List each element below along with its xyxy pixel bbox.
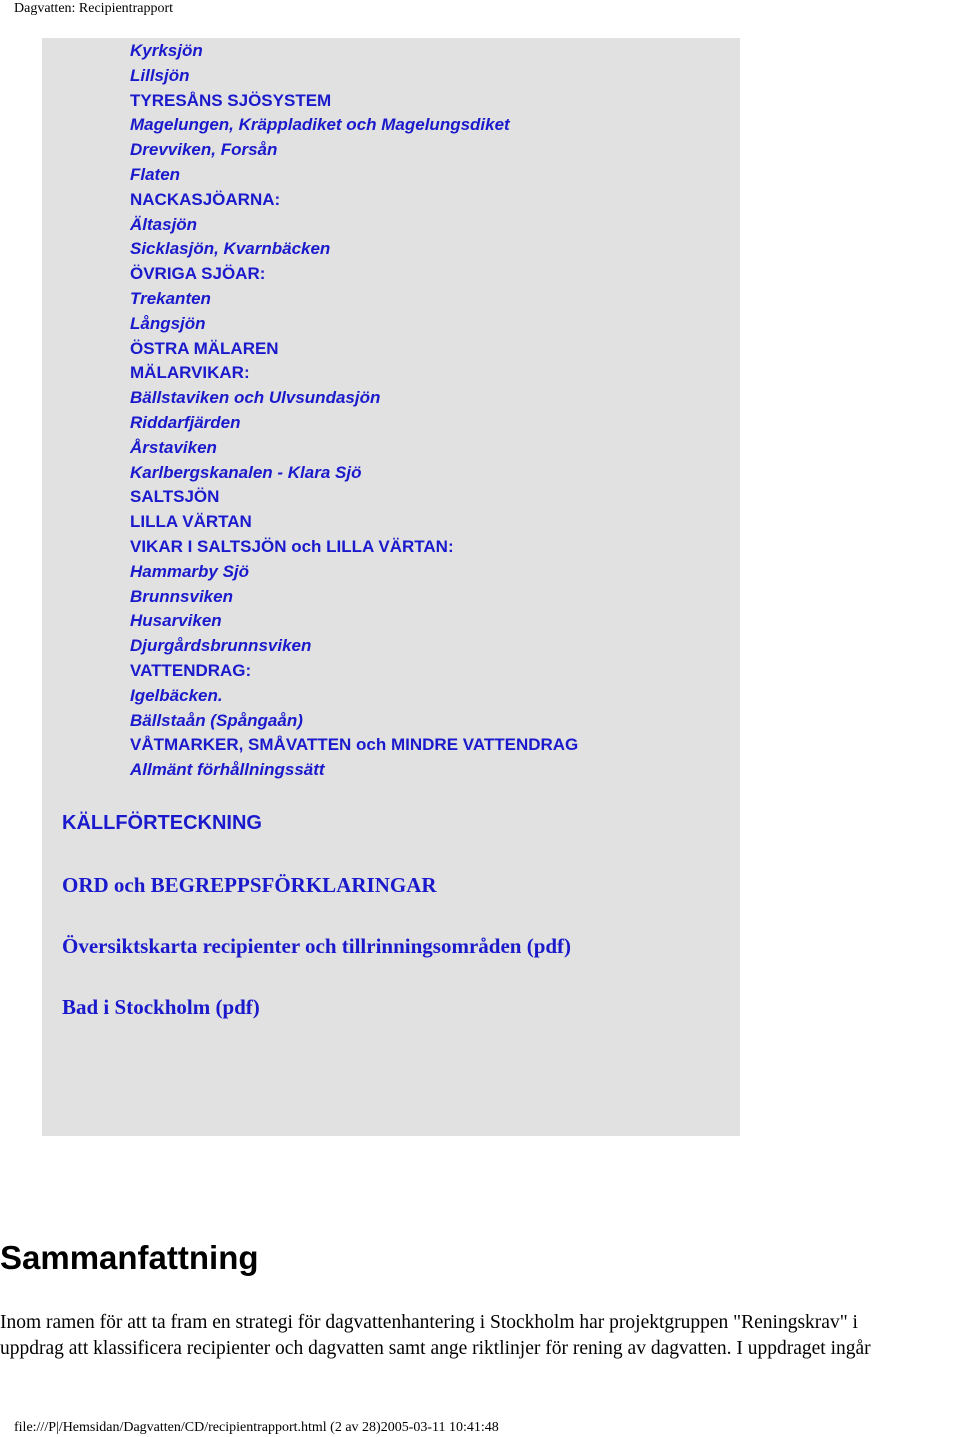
toc-link[interactable]: Ältasjön bbox=[130, 214, 198, 234]
table-of-contents-panel bbox=[42, 38, 740, 1136]
toc-link[interactable]: Bällstaviken och Ulvsundasjön bbox=[130, 388, 381, 408]
toc-link[interactable]: Trekanten bbox=[130, 288, 211, 308]
toc-item bbox=[130, 89, 578, 114]
toc-link[interactable]: VÅTMARKER, SMÅVATTEN och MINDRE VATTENDRAG bbox=[130, 735, 579, 755]
toc-item bbox=[130, 758, 578, 783]
toc-item bbox=[130, 113, 578, 138]
toc-link[interactable]: VATTENDRAG: bbox=[130, 660, 252, 680]
toc-item bbox=[130, 361, 578, 386]
toc-item bbox=[130, 684, 578, 709]
summary-heading: Sammanfattning bbox=[0, 1239, 259, 1276]
toc-link[interactable]: Lillsjön bbox=[130, 65, 190, 85]
toc-link[interactable]: Allmänt förhållningssätt bbox=[130, 760, 325, 780]
toc-item bbox=[130, 585, 578, 610]
toc-item bbox=[130, 386, 578, 411]
toc-link[interactable]: Hammarby Sjö bbox=[130, 561, 250, 581]
toc-item bbox=[130, 262, 578, 287]
toc-link[interactable]: Magelungen, Kräppladiket och Magelungsdiket bbox=[130, 115, 510, 135]
toc-item bbox=[130, 510, 578, 535]
toc-link[interactable]: Karlbergskanalen - Klara Sjö bbox=[130, 462, 362, 482]
toc-link[interactable]: Drevviken, Forsån bbox=[130, 140, 278, 160]
toc-link[interactable]: SALTSJÖN bbox=[130, 487, 220, 507]
toc-link[interactable]: Sicklasjön, Kvarnbäcken bbox=[130, 239, 331, 259]
toc-item bbox=[130, 709, 578, 734]
toc-link[interactable]: Brunnsviken bbox=[130, 586, 233, 606]
toc-item bbox=[130, 560, 578, 585]
summary-line: uppdrag att klassificera recipienter och dagvatten samt ange riktlinjer för rening av dagvatten. I uppdraget ingår bbox=[0, 1338, 871, 1359]
toc-item bbox=[130, 485, 578, 510]
toc-link[interactable]: Husarviken bbox=[130, 611, 222, 631]
toc-link-oversiktskarta[interactable]: Översiktskarta recipienter och tillrinningsområden (pdf) bbox=[62, 934, 572, 958]
toc-item bbox=[130, 287, 578, 312]
summary-line: Inom ramen för att ta fram en strategi för dagvattenhantering i Stockholm har projektgruppen "Reningskrav" i bbox=[0, 1312, 858, 1333]
toc-link[interactable]: LILLA VÄRTAN bbox=[130, 512, 252, 532]
toc-item bbox=[130, 535, 578, 560]
toc-link[interactable]: Flaten bbox=[130, 164, 181, 184]
toc-item bbox=[130, 163, 578, 188]
toc-link[interactable]: Igelbäcken. bbox=[130, 685, 223, 705]
toc-item bbox=[130, 609, 578, 634]
toc-item bbox=[130, 659, 578, 684]
toc-link[interactable]: Långsjön bbox=[130, 313, 206, 333]
toc-link[interactable]: Bällstaån (Spångaån) bbox=[130, 710, 303, 730]
toc-link-bad-i-stockholm[interactable]: Bad i Stockholm (pdf) bbox=[62, 995, 260, 1019]
toc-link[interactable]: Riddarfjärden bbox=[130, 412, 241, 432]
toc-item bbox=[130, 237, 578, 262]
toc-item bbox=[130, 411, 578, 436]
toc-item bbox=[130, 188, 578, 213]
toc-link-kallforteckning[interactable]: KÄLLFÖRTECKNING bbox=[62, 812, 262, 834]
toc-item bbox=[130, 733, 578, 758]
toc-item bbox=[130, 213, 578, 238]
print-footer-url: file:///P|/Hemsidan/Dagvatten/CD/recipientrapport.html (2 av 28)2005-03-11 10:41:48 bbox=[14, 1420, 499, 1435]
toc-link-ord-och-begrepp[interactable]: ORD och BEGREPPSFÖRKLARINGAR bbox=[62, 873, 437, 897]
toc-link[interactable]: Kyrksjön bbox=[130, 41, 203, 60]
toc-item bbox=[130, 312, 578, 337]
toc-list bbox=[130, 39, 578, 783]
toc-link[interactable]: Årstaviken bbox=[130, 437, 217, 457]
toc-item bbox=[130, 138, 578, 163]
toc-item bbox=[130, 436, 578, 461]
toc-item bbox=[130, 64, 578, 89]
toc-item bbox=[130, 461, 578, 486]
toc-link[interactable]: TYRESÅNS SJÖSYSTEM bbox=[130, 90, 332, 110]
toc-link[interactable]: MÄLARVIKAR: bbox=[130, 363, 250, 383]
toc-item bbox=[130, 337, 578, 362]
summary-paragraph bbox=[0, 1310, 960, 1364]
toc-link[interactable]: ÖSTRA MÄLAREN bbox=[130, 338, 279, 358]
print-header-title: Dagvatten: Recipientrapport bbox=[14, 1, 173, 16]
toc-item bbox=[130, 634, 578, 659]
toc-link[interactable]: VIKAR I SALTSJÖN och LILLA VÄRTAN: bbox=[130, 536, 454, 556]
toc-link[interactable]: ÖVRIGA SJÖAR: bbox=[130, 264, 266, 284]
toc-link[interactable]: Djurgårdsbrunnsviken bbox=[130, 636, 312, 656]
toc-item bbox=[130, 39, 578, 64]
toc-link[interactable]: NACKASJÖARNA: bbox=[130, 189, 281, 209]
